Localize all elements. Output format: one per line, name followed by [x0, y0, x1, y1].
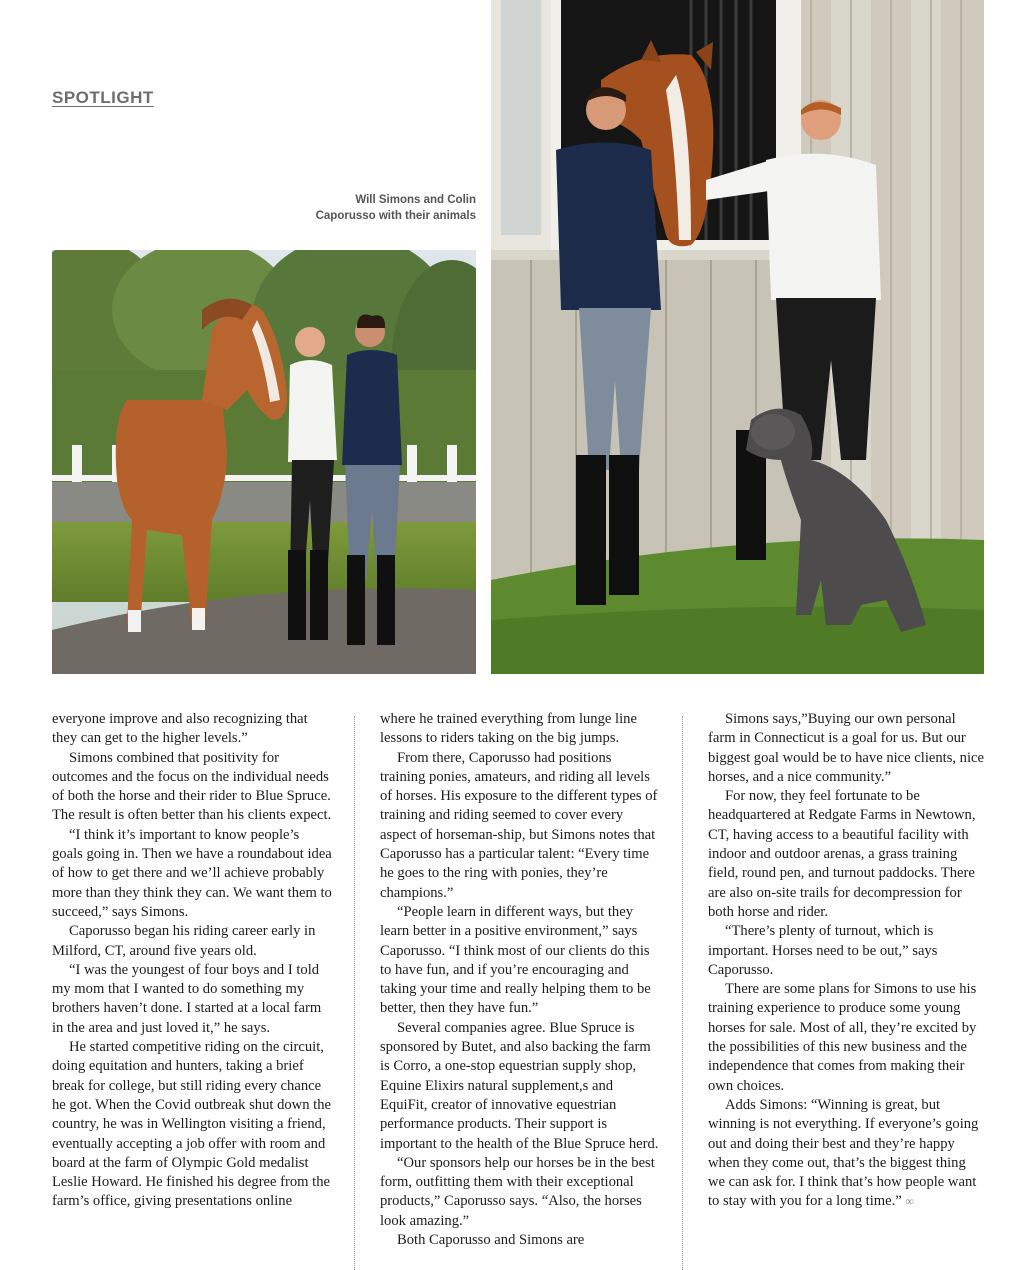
paragraph: Caporusso began his riding career early in Milford, CT, around five years old. [52, 923, 316, 959]
paragraph: “There’s plenty of turnout, which is important. Horses need to be out,” says Caporusso. [708, 923, 938, 978]
paragraph: everyone improve and also recognizing that they can get to the higher levels.” [52, 711, 308, 747]
paragraph: Simons combined that positivity for outcomes and the focus on the individual needs of both the horse and their rider to Blue Spruce. The result is often better than his clients expect. [52, 749, 332, 824]
paragraph: For now, they feel fortunate to be headquartered at Redgate Farms in Newtown, CT, having access to a beautiful facility with indoor and outdoor arenas, a grass training field, round pen, and turnout paddocks. There are also on-site trails for decompression for both horse and rider. [708, 788, 976, 920]
paragraph: Several companies agree. Blue Spruce is sponsored by Butet, and also backing the farm is Corro, a one-stop equestrian supply shop, Equine Elixirs natural supplement,s and EquiFit, creator of innovative equestrian performance products. Their support is important to the health of the Blue Spruce herd. [380, 1019, 659, 1152]
paragraph: “I was the youngest of four boys and I told my mom that I wanted to do something my brothers haven’t done. I started at a local farm in the area and just loved it,” he says. [52, 961, 322, 1036]
section-label: SPOTLIGHT [52, 88, 154, 107]
paragraph: He started competitive riding on the circuit, doing equitation and hunters, taking a brief break for college, but still riding every chance he got. When the Covid outbreak shut down the country, he was in Wellington visiting a friend, eventually accepting a job offer with room and board at the farm of Olympic Gold medalist Leslie Howard. He finished his degree from the farm’s office, giving presentations online [52, 1039, 331, 1210]
article-column-2 [380, 710, 660, 1270]
paragraph-text: Adds Simons: “Winning is great, but winning is not everything. If everyone’s going out and doing their best and they’re happy when they come out, that’s the biggest thing we can ask for. I think that’s how people want to stay with you for a long time.” [708, 1096, 979, 1210]
column-divider-1 [354, 716, 355, 1270]
paragraph: “People learn in different ways, but they learn better in a positive environment,” says Caporusso. “I think most of our clients do this to have fun, and if you’re encouraging and taking your time and really helping them to be better, then they have fun.” [380, 903, 651, 1017]
paragraph: Simons says,”Buying our own personal farm in Connecticut is a goal for us. But our biggest goal would be to have nice clients, nice horses, and a nice community.” [708, 711, 984, 785]
caption-line-2: Caporusso with their animals [315, 210, 476, 222]
article-column-1 [52, 710, 332, 1270]
paragraph: There are some plans for Simons to use his training experience to produce some young horses for sale. Most of all, they’re excited by the possibilities of this new business and the independence that comes from making their own choices. [708, 981, 977, 1094]
caption-line-1: Will Simons and Colin [355, 194, 476, 206]
photo-barn-with-dog-image [491, 0, 984, 674]
paragraph: Both Caporusso and Simons are [397, 1232, 585, 1249]
article-column-3 [708, 710, 984, 1270]
photo-barn-with-dog [491, 0, 984, 674]
paragraph: From there, Caporusso had positions training ponies, amateurs, and riding all levels of horses. His exposure to the different types of training and riding seemed to cover every aspect of horseman-ship, but Simons notes that Caporusso has a particular talent: “Every time he goes to the ring with ponies, they’re champions.” [380, 749, 658, 901]
end-mark-icon: ∞ [905, 1194, 912, 1209]
photo-riders-with-horse-image [52, 250, 476, 674]
paragraph: “I think it’s important to know people’s goals going in. Then we have a roundabout idea of how to get there and we’ll achieve probably more than they think they can. We want them to succeed,” says Simons. [52, 826, 332, 920]
paragraph: where he trained everything from lunge line lessons to riders taking on the big jumps. [380, 711, 637, 747]
photo-caption [236, 192, 476, 224]
paragraph: “Our sponsors help our horses be in the best form, outfitting them with their exceptional products,” Caporusso says. “Also, the horses look amazing.” [380, 1154, 655, 1229]
photo-riders-with-horse [52, 250, 476, 674]
column-divider-2 [682, 716, 683, 1270]
last-paragraph [708, 1096, 984, 1212]
